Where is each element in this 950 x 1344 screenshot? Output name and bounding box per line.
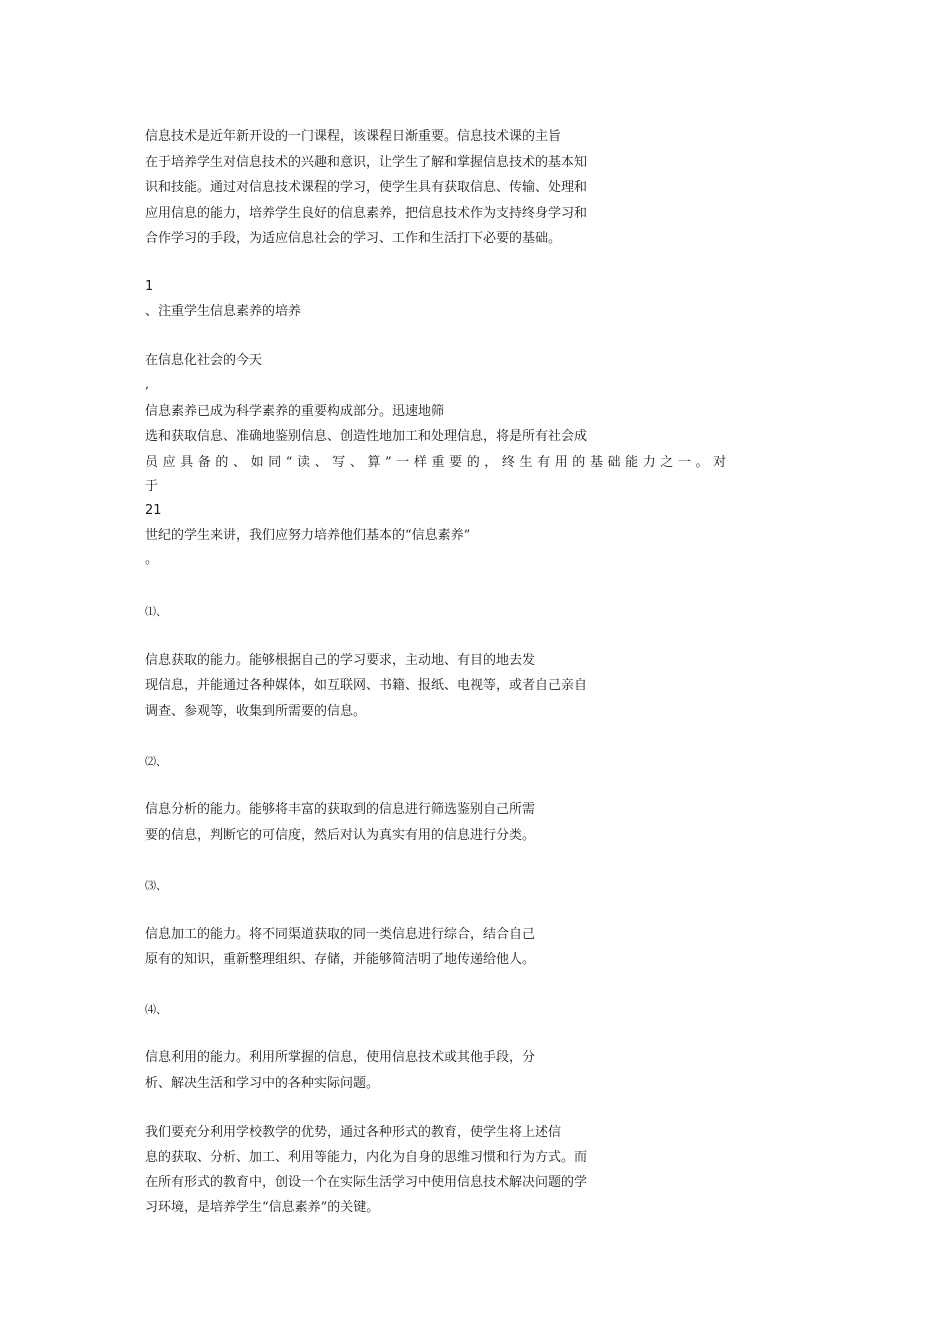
list-item-marker: ⑴、 xyxy=(145,605,167,618)
section-line: 在信息化社会的今天 xyxy=(145,353,263,368)
section-line: 员应具备的、如同“读、写、算”一样重要的，终生有用的基础能力之一。对 xyxy=(145,455,731,470)
section-line: 选和获取信息、准确地鉴别信息、创造性地加工和处理信息，将是所有社会成 xyxy=(145,429,588,444)
section-line: 信息素养已成为科学素养的重要构成部分。迅速地筛 xyxy=(145,404,445,419)
intro-line: 识和技能。通过对信息技术课程的学习，使学生具有获取信息、传输、处理和 xyxy=(145,180,588,195)
section-number: 1 xyxy=(145,279,154,294)
list-item-line: 调查、参观等，收集到所需要的信息。 xyxy=(145,704,367,719)
closing-line: 息的获取、分析、加工、利用等能力，内化为自身的思维习惯和行为方式。而 xyxy=(145,1150,588,1165)
intro-line: 应用信息的能力，培养学生良好的信息素养，把信息技术作为支持终身学习和 xyxy=(145,206,588,221)
intro-line: 信息技术是近年新开设的一门课程，该课程日渐重要。信息技术课的主旨 xyxy=(145,129,562,144)
list-item-line: 现信息，并能通过各种媒体，如互联网、书籍、报纸、电视等，或者自己亲自 xyxy=(145,678,588,693)
list-item-line: 信息加工的能力。将不同渠道获取的同一类信息进行综合，结合自己 xyxy=(145,927,536,942)
section-line: 于 xyxy=(145,479,159,494)
list-item-line: 要的信息，判断它的可信度，然后对认为真实有用的信息进行分类。 xyxy=(145,828,536,843)
list-item-line: 析、解决生活和学习中的各种实际问题。 xyxy=(145,1076,380,1091)
list-item-line: 原有的知识，重新整理组织、存储，并能够简洁明了地传递给他人。 xyxy=(145,952,536,967)
section-line-number: 21 xyxy=(145,503,162,518)
section-line: 。 xyxy=(145,552,159,567)
list-item-marker: ⑵、 xyxy=(145,755,167,768)
intro-line: 在于培养学生对信息技术的兴趣和意识，让学生了解和掌握信息技术的基本知 xyxy=(145,155,588,170)
section-line: , xyxy=(145,377,150,392)
closing-line: 我们要充分利用学校教学的优势，通过各种形式的教育，使学生将上述信 xyxy=(145,1125,562,1140)
list-item-line: 信息分析的能力。能够将丰富的获取到的信息进行筛选鉴别自己所需 xyxy=(145,802,536,817)
closing-line: 习环境，是培养学生“信息素养”的关键。 xyxy=(145,1200,380,1215)
section-title: 、注重学生信息素养的培养 xyxy=(145,304,302,319)
list-item-line: 信息利用的能力。利用所掌握的信息，使用信息技术或其他手段，分 xyxy=(145,1050,536,1065)
list-item-marker: ⑶、 xyxy=(145,879,167,892)
section-line: 世纪的学生来讲，我们应努力培养他们基本的“信息素养” xyxy=(145,528,471,543)
intro-line: 合作学习的手段，为适应信息社会的学习、工作和生活打下必要的基础。 xyxy=(145,231,562,246)
list-item-marker: ⑷、 xyxy=(145,1003,167,1016)
closing-line: 在所有形式的教育中，创设一个在实际生活学习中使用信息技术解决问题的学 xyxy=(145,1175,588,1190)
list-item-line: 信息获取的能力。能够根据自己的学习要求，主动地、有目的地去发 xyxy=(145,653,536,668)
